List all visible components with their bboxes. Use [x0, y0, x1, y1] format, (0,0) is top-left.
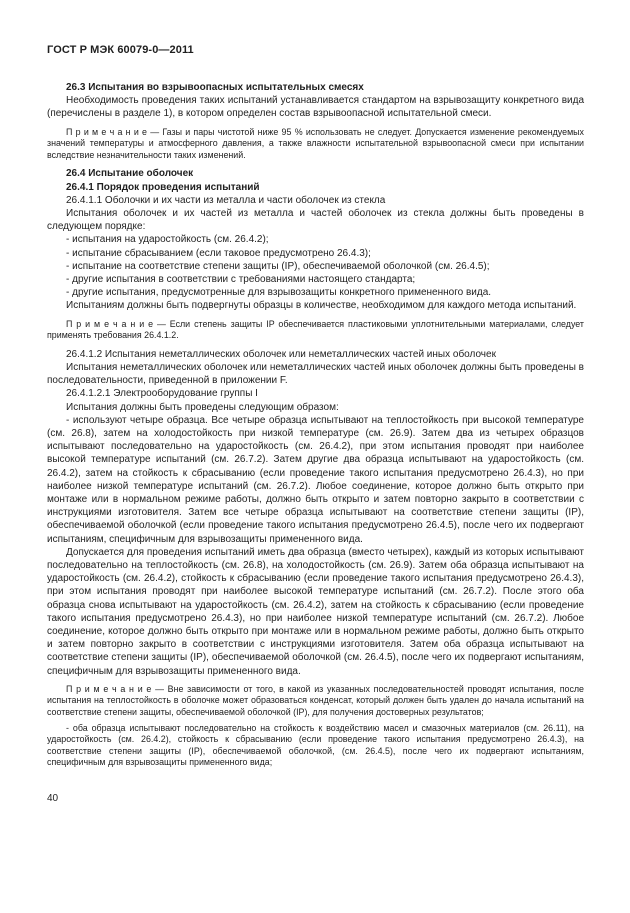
paragraph: - используют четыре образца. Все четыре образца испытывают на теплостойкость при высокой температуре (см. 26.8), затем на холодостойкость при низкой температуре (см. 26.9). Затем два из четырех образцов испытывают последовательно на ударостойкость (см. 26.4.2), при этом испытания проводят при наиболее высокой температуре испытаний (см. 26.7.2). Затем другие два образца испытывают на ударостойкость (см. 26.4.2), затем на стойкость к сбрасыванию (если проведение такого испытания предусмотрено 26.4.3), но при наиболее низкой температуре испытаний (см. 26.7.2). Любое соединение, которое должно быть открыто при монтаже или в нормальном режиме работы, должно быть открыто и затем повторно закрыто в соответствии с инструкциями изготовителя. Затем все четыре образца испытывают на соответствие степени защиты (IP), обеспечиваемой оболочкой (если проведение такого испытания предусмотрено 26.4.5), после чего их подвергают испытаниям, специфичным для взрывозащиты примененного вида.	[47, 414, 584, 545]
paragraph: - другие испытания, предусмотренные для взрывозащиты конкретного примененного вида.	[66, 287, 492, 299]
section-heading: 26.4 Испытание оболочек	[66, 168, 194, 180]
paragraph: Испытаниям должны быть подвергнуты образцы в количестве, необходимом для каждого метода испытаний.	[66, 300, 577, 312]
paragraph: - испытание сбрасыванием (если таковое предусмотрено 26.4.3);	[66, 247, 371, 259]
paragraph: Испытания оболочек и их частей из металла и частей оболочек из стекла должны быть проведены в следующем порядке:	[47, 208, 584, 233]
paragraph: 26.4.1.2 Испытания неметаллических оболочек или неметаллических частей иных оболочек	[66, 348, 496, 360]
paragraph: Необходимость проведения таких испытаний устанавливается стандартом на взрывозащиту конкретного вида (перечислены в разделе 1), в котором определен состав взрывоопасной испытательной смеси.	[47, 95, 584, 120]
paragraph: - другие испытания в соответствии с требованиями настоящего стандарта;	[66, 274, 416, 286]
section-heading: 26.3 Испытания во взрывоопасных испытательных смесях	[66, 82, 364, 93]
note-list-item: - оба образца испытывают последовательно на стойкость к воздействию масел и смазочных материалов (см. 26.11), на ударостойкость (см. 26.4.2), стойкость к сбрасыванию (если проведение такого испытания предусмотрено 26.4.3), на соответствие степени защиты (IP), обеспечиваемой оболочкой, (см. 26.4.5), после чего их подвергают испытаниям, специфичным для взрывозащиты примененного вида;	[47, 722, 584, 768]
paragraph: Испытания должны быть проведены следующим образом:	[66, 401, 339, 413]
paragraph: 26.4.1.2.1 Электрооборудование группы I	[66, 388, 258, 400]
document-body	[47, 81, 584, 769]
section-heading: 26.4.1 Порядок проведения испытаний	[66, 181, 260, 193]
document-title: ГОСТ Р МЭК 60079-0—2011	[47, 44, 194, 56]
note-paragraph: П р и м е ч а н и е — Если степень защиты IP обеспечивается пластиковыми уплотнительными материалами, следует применять требования 26.4.1.2.	[47, 318, 584, 341]
paragraph: 26.4.1.1 Оболочки и их части из металла и части оболочек из стекла	[66, 194, 386, 206]
note-paragraph: П р и м е ч а н и е — Газы и пары чистотой ниже 95 % использовать не следует. Допускается изменение рекомендуемых значений температуры и атмосферного давления, а также влажности испытательной взрывоопасной смеси при испытании вследствие незначительности таких изменений.	[47, 126, 584, 160]
paragraph: - испытания на ударостойкость (см. 26.4.2);	[66, 234, 269, 246]
paragraph: - испытание на соответствие степени защиты (IP), обеспечиваемой оболочкой (см. 26.4.5);	[66, 260, 490, 272]
page-number: 40	[47, 793, 59, 805]
paragraph: Испытания неметаллических оболочек или неметаллических частей иных оболочек должны быть проведены в последовательности, приведенной в приложении F.	[47, 362, 584, 387]
note-paragraph: П р и м е ч а н и е — Вне зависимости от того, в какой из указанных последовательностей проводят испытания, после испытания на теплостойкость в оболочке может образоваться конденсат, который должен быть удален до начала испытаний на соответствие степени защиты, обеспечиваемой оболочкой (IP), для получения достоверных результатов;	[47, 683, 584, 718]
paragraph: Допускается для проведения испытаний иметь два образца (вместо четырех), каждый из которых испытывают последовательно на теплостойкость (см. 26.8), на холодостойкость (см. 26.9). Затем оба образца испытывают на ударостойкость (см. 26.4.2), стойкость к сбрасыванию (если проведение такого испытания предусмотрено 26.4.3), при этом испытания проводят при наиболее высокой температуре испытаний (см. 26.7.2). После этого оба образца снова испытывают на ударостойкость (см. 26.4.2), затем на стойкость к сбрасыванию (если проведение такого испытания предусмотрено 26.4.3), но при наиболее низкой температуре испытаний (см. 26.7.2). Любое соединение, которое должно быть открыто при монтаже или в нормальном режиме работы, должно быть открыто и затем повторно закрыто в соответствии с инструкциями изготовителя. Затем оба образца испытывают на соответствие степени защиты (IP), обеспечиваемой оболочкой (см. 26.4.5), после чего их подвергают испытаниям, специфичным для взрывозащиты примененного вида.	[47, 546, 584, 677]
